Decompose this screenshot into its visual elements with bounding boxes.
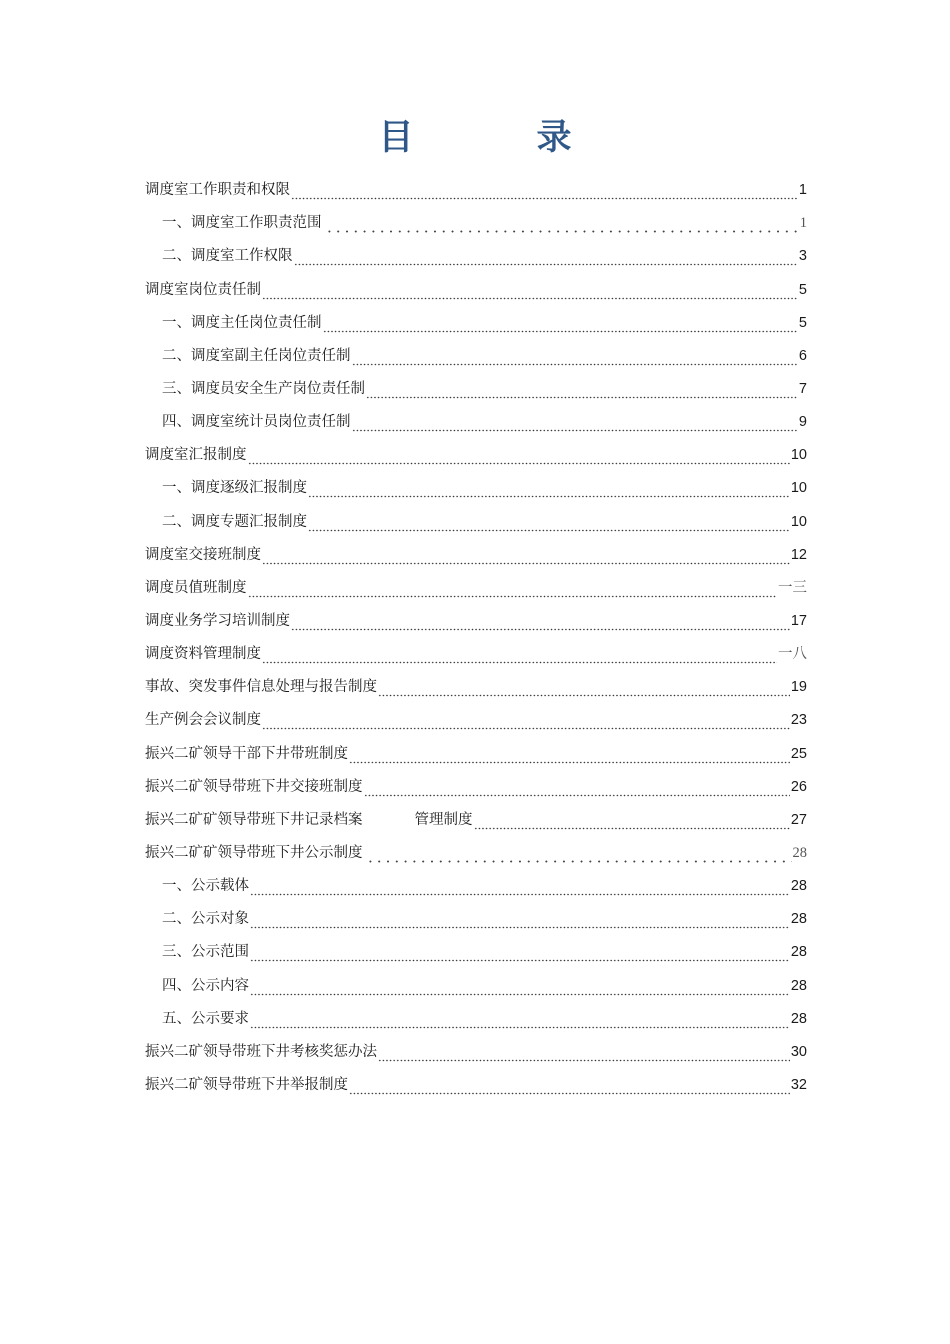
toc-page-number: 9 — [798, 414, 807, 431]
toc-page-number: 一八 — [778, 646, 807, 663]
toc-entry-title: 一、公示载体 — [162, 878, 249, 895]
dot-leader — [349, 1079, 790, 1095]
dot-leader — [352, 350, 798, 366]
dot-leader — [349, 748, 790, 764]
toc-subentry[interactable] — [145, 934, 807, 967]
toc-page-number: 3 — [798, 248, 807, 265]
toc-entry-title: 三、公示范围 — [162, 944, 249, 961]
toc-entry-title: 调度资料管理制度 — [145, 646, 261, 663]
dot-leader — [323, 217, 799, 233]
toc-entry[interactable] — [145, 802, 807, 835]
toc-subentry[interactable] — [145, 470, 807, 503]
toc-entry[interactable] — [145, 1067, 807, 1100]
toc-subentry[interactable] — [145, 305, 807, 338]
toc-entry[interactable] — [145, 702, 807, 735]
toc-entry-title: 振兴二矿矿领导带班下井记录档案 — [145, 811, 363, 828]
toc-entry[interactable] — [145, 669, 807, 702]
toc-page-number: 26 — [790, 778, 807, 795]
toc-page-number: 10 — [790, 513, 807, 530]
toc-page-number: 5 — [798, 314, 807, 331]
dot-leader — [250, 980, 790, 996]
toc-page-number: 30 — [790, 1043, 807, 1060]
toc-entry-title: 一、调度逐级汇报制度 — [162, 480, 307, 497]
dot-leader — [291, 184, 798, 200]
toc-subentry[interactable] — [145, 901, 807, 934]
toc-page-number: 28 — [790, 977, 807, 994]
toc-page-number: 一三 — [778, 579, 807, 596]
toc-page-number: 17 — [790, 612, 807, 629]
toc-page-number: 10 — [790, 480, 807, 497]
toc-entry[interactable] — [145, 437, 807, 470]
table-of-contents — [145, 172, 807, 1100]
toc-entry-title: 生产例会会议制度 — [145, 712, 261, 729]
toc-entry-title: 五、公示要求 — [162, 1010, 249, 1027]
toc-entry-title: 事故、突发事件信息处理与报告制度 — [145, 679, 377, 696]
toc-entry-title: 振兴二矿领导带班下井举报制度 — [145, 1076, 348, 1093]
toc-page-number: 27 — [790, 811, 807, 828]
toc-page-number: 5 — [798, 281, 807, 298]
toc-subentry[interactable] — [145, 238, 807, 271]
dot-leader — [352, 416, 798, 432]
toc-entry-title: 调度室汇报制度 — [145, 447, 247, 464]
toc-entry-title: 二、公示对象 — [162, 911, 249, 928]
toc-page-number: 19 — [790, 679, 807, 696]
toc-page-number: 28 — [790, 878, 807, 895]
toc-entry-title: 调度室交接班制度 — [145, 546, 261, 563]
toc-entry[interactable] — [145, 271, 807, 304]
toc-entry-title: 调度室工作职责和权限 — [145, 182, 290, 199]
toc-page-number: 1 — [798, 182, 807, 199]
toc-subentry[interactable] — [145, 503, 807, 536]
toc-entry-title: 振兴二矿领导带班下井交接班制度 — [145, 778, 363, 795]
dot-leader — [294, 250, 798, 266]
dot-leader — [364, 847, 792, 863]
toc-page-number: 6 — [798, 347, 807, 364]
dot-leader — [248, 582, 778, 598]
toc-subentry[interactable] — [145, 967, 807, 1000]
toc-entry-title: 调度室岗位责任制 — [145, 281, 261, 298]
dot-leader — [378, 1046, 790, 1062]
toc-page-number: 1 — [799, 215, 807, 232]
toc-subentry[interactable] — [145, 338, 807, 371]
dot-leader — [308, 516, 790, 532]
toc-entry[interactable] — [145, 735, 807, 768]
dot-leader — [364, 781, 790, 797]
toc-entry-title: 振兴二矿领导带班下井考核奖惩办法 — [145, 1043, 377, 1060]
toc-page-number: 25 — [790, 745, 807, 762]
toc-entry-title: 四、公示内容 — [162, 977, 249, 994]
dot-leader — [262, 284, 798, 300]
toc-page-number: 10 — [790, 447, 807, 464]
dot-leader — [248, 449, 790, 465]
toc-entry[interactable] — [145, 603, 807, 636]
toc-subentry[interactable] — [145, 205, 807, 238]
dot-leader — [366, 383, 798, 399]
toc-entry[interactable] — [145, 570, 807, 603]
toc-entry-title: 二、调度室工作权限 — [162, 248, 293, 265]
toc-entry[interactable] — [145, 636, 807, 669]
toc-entry-title: 调度业务学习培训制度 — [145, 612, 290, 629]
toc-entry-title: 一、调度主任岗位责任制 — [162, 314, 322, 331]
toc-entry-title: 四、调度室统计员岗位责任制 — [162, 414, 351, 431]
toc-subentry[interactable] — [145, 868, 807, 901]
toc-page-number: 32 — [790, 1076, 807, 1093]
toc-entry[interactable] — [145, 769, 807, 802]
toc-entry-title: 调度员值班制度 — [145, 579, 247, 596]
toc-entry-title: 三、调度员安全生产岗位责任制 — [162, 380, 365, 397]
dot-leader — [474, 814, 790, 830]
dot-leader — [250, 913, 790, 929]
toc-entry[interactable] — [145, 172, 807, 205]
dot-leader — [262, 648, 777, 664]
toc-entry[interactable] — [145, 537, 807, 570]
toc-entry-title-continuation: 管理制度 — [414, 811, 473, 828]
dot-leader — [308, 482, 790, 498]
dot-leader — [250, 946, 790, 962]
page-title: 目 录 — [378, 118, 616, 158]
toc-page-number: 28 — [790, 1010, 807, 1027]
toc-entry-title: 一、调度室工作职责范围 — [162, 215, 322, 232]
toc-page-number: 12 — [790, 546, 807, 563]
toc-entry-title: 振兴二矿领导干部下井带班制度 — [145, 745, 348, 762]
toc-entry[interactable] — [145, 1034, 807, 1067]
dot-leader — [323, 317, 798, 333]
dot-leader — [250, 880, 790, 896]
dot-leader — [378, 681, 790, 697]
toc-entry-title: 二、调度室副主任岗位责任制 — [162, 347, 351, 364]
toc-entry-title: 振兴二矿矿领导带班下井公示制度 — [145, 844, 363, 861]
toc-subentry[interactable] — [145, 1001, 807, 1034]
toc-entry[interactable] — [145, 835, 807, 868]
toc-entry-title: 二、调度专题汇报制度 — [162, 513, 307, 530]
dot-leader — [262, 549, 790, 565]
toc-page-number: 23 — [790, 712, 807, 729]
dot-leader — [262, 714, 790, 730]
toc-page-number: 28 — [790, 944, 807, 961]
toc-subentry[interactable] — [145, 404, 807, 437]
toc-subentry[interactable] — [145, 371, 807, 404]
toc-page-number: 28 — [792, 844, 807, 861]
dot-leader — [291, 615, 790, 631]
toc-page-number: 28 — [790, 911, 807, 928]
dot-leader — [250, 1013, 790, 1029]
toc-page-number: 7 — [798, 380, 807, 397]
